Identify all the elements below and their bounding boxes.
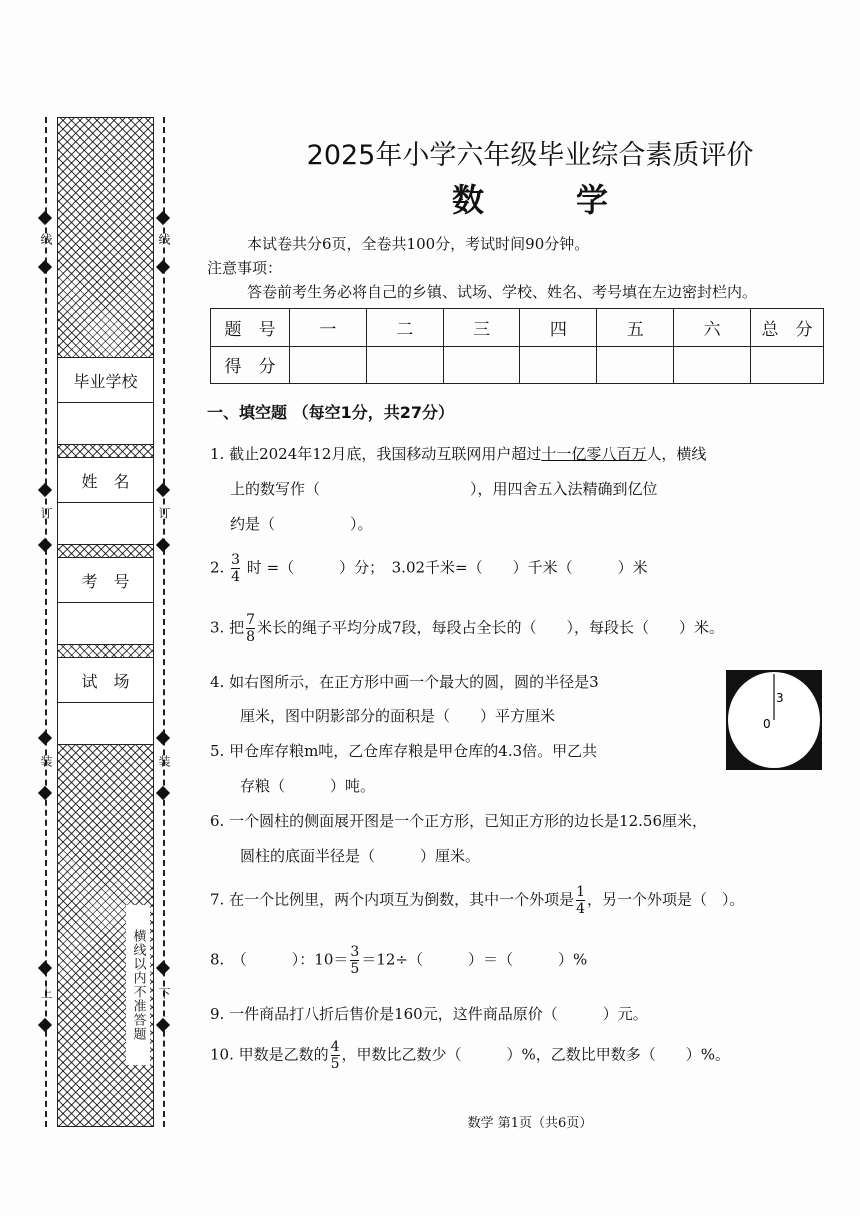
- exam-number-field[interactable]: [57, 557, 154, 645]
- score-table-cell: 五: [597, 309, 674, 347]
- exam-room-label: 试 场: [58, 658, 153, 703]
- side-mark-up: 上: [39, 987, 53, 999]
- diamond-marker: [38, 483, 52, 497]
- question-3: 3. 把 $\frac{7}{8}$ 米长的绳子平均分成7段，每段占全长的（ ），每段长（ ）米。: [210, 612, 725, 645]
- fraction: $\frac{4}{5}$: [330, 1039, 340, 1072]
- score-input-cell[interactable]: [443, 346, 520, 384]
- side-mark-down: 下: [157, 987, 171, 999]
- page-footer: 数学 第1页（共6页）: [467, 1116, 593, 1131]
- side-mark-line: 线: [39, 233, 53, 245]
- question-2: 2. $\frac{3}{4}$ 时 =（ ）分； 3.02千米=（ ）千米（ ）米: [210, 552, 648, 585]
- name-label: 姓 名: [58, 458, 153, 503]
- diamond-marker: [38, 1018, 52, 1032]
- side-mark-bind: 订: [157, 507, 171, 519]
- diamond-marker: [156, 483, 170, 497]
- note-text: 答卷前考生务必将自己的乡镇、试场、学校、姓名、考号填在左边密封栏内。: [247, 283, 758, 301]
- question-4-line-1: 4. 如右图所示，在正方形中画一个最大的圆，圆的半径是3: [210, 673, 599, 691]
- subject-title: 数 学: [451, 181, 638, 219]
- fraction: $\frac{3}{5}$: [350, 944, 360, 977]
- diamond-marker: [156, 786, 170, 800]
- name-field[interactable]: [57, 457, 154, 545]
- diamond-marker: [38, 961, 52, 975]
- diamond-marker: [38, 211, 52, 225]
- score-input-cell[interactable]: [290, 346, 367, 384]
- side-mark-bind: 订: [39, 507, 53, 519]
- diamond-marker: [38, 731, 52, 745]
- section-title: 一、填空题 （每空1分，共27分）: [207, 403, 454, 422]
- diamond-marker: [38, 538, 52, 552]
- no-answer-notice: 横线以内不准答题: [126, 905, 150, 1065]
- diamond-marker: [156, 538, 170, 552]
- question-6-line-1: 6. 一个圆柱的侧面展开图是一个正方形，已知正方形的边长是12.56厘米，: [210, 812, 708, 830]
- side-mark-line: 线: [157, 233, 171, 245]
- square-circle-figure: [725, 669, 823, 771]
- score-input-cell[interactable]: [597, 346, 674, 384]
- diamond-marker: [156, 1018, 170, 1032]
- fraction: $\frac{3}{4}$: [231, 552, 241, 585]
- score-table-score-row: [211, 346, 824, 384]
- notes-title: 注意事项：: [207, 259, 283, 277]
- school-label: 毕业学校: [58, 358, 153, 403]
- center-label: 0: [763, 717, 771, 731]
- question-5-line-1: 5. 甲仓库存粮m吨，乙仓库存粮是甲仓库的4.3倍。甲乙共: [210, 742, 598, 760]
- score-input-cell[interactable]: [751, 346, 824, 384]
- question-8: 8. （ ）：10＝ $\frac{3}{5}$ ＝12÷（ ）＝（ ）%: [210, 944, 588, 977]
- diamond-marker: [156, 260, 170, 274]
- score-table-cell: 题 号: [211, 309, 290, 347]
- side-mark-pack: 装: [39, 755, 53, 767]
- score-table-cell: 二: [366, 309, 443, 347]
- question-4-line-2: 厘米，图中阴影部分的面积是（ ）平方厘米: [240, 707, 556, 725]
- diamond-marker: [156, 731, 170, 745]
- diamond-marker: [38, 786, 52, 800]
- score-table-cell: 三: [443, 309, 520, 347]
- radius-label: 3: [776, 691, 784, 705]
- question-6-line-2: 圆柱的底面半径是（ ）厘米。: [240, 847, 481, 865]
- question-7: 7. 在一个比例里，两个内项互为倒数，其中一个外项是 $\frac{1}{4}$ ，另一个外项是（ ）。: [210, 884, 745, 917]
- question-10: 10. 甲数是乙数的 $\frac{4}{5}$ ，甲数比乙数少（ ）%，乙数比甲数多（ ）%。: [210, 1039, 731, 1072]
- score-table-cell: 得 分: [211, 346, 290, 384]
- score-table-cell: 总 分: [751, 309, 824, 347]
- exam-number-label: 考 号: [58, 558, 153, 603]
- fraction: $\frac{1}{4}$: [576, 884, 586, 917]
- score-input-cell[interactable]: [674, 346, 751, 384]
- underlined-number-words: 十一亿零八百万: [541, 445, 647, 463]
- score-table-header-row: [211, 309, 824, 347]
- question-1-line-3: 约是（ ）。: [230, 515, 373, 533]
- question-9: 9. 一件商品打八折后售价是160元，这件商品原价（ ）元。: [210, 1005, 648, 1023]
- exam-room-field[interactable]: [57, 657, 154, 745]
- score-table-cell: 四: [520, 309, 597, 347]
- score-input-cell[interactable]: [366, 346, 443, 384]
- school-field[interactable]: [57, 357, 154, 445]
- score-table: [210, 308, 824, 384]
- question-1-line-2: 上的数写作（ ），用四舍五入法精确到亿位: [230, 480, 658, 498]
- score-input-cell[interactable]: [520, 346, 597, 384]
- question-1-line-1: 1. 截止2024年12月底，我国移动互联网用户超过十一亿零八百万人，横线: [210, 445, 707, 463]
- fraction: $\frac{7}{8}$: [246, 612, 256, 645]
- question-5-line-2: 存粮（ ）吨。: [240, 777, 376, 795]
- diamond-marker: [38, 260, 52, 274]
- score-table-cell: 一: [290, 309, 367, 347]
- score-table-cell: 六: [674, 309, 751, 347]
- diamond-marker: [156, 961, 170, 975]
- exam-intro: 本试卷共分6页，全卷共100分，考试时间90分钟。: [247, 235, 590, 253]
- exam-title: 2025年小学六年级毕业综合素质评价: [306, 140, 754, 171]
- diamond-marker: [156, 211, 170, 225]
- side-mark-pack: 装: [157, 755, 171, 767]
